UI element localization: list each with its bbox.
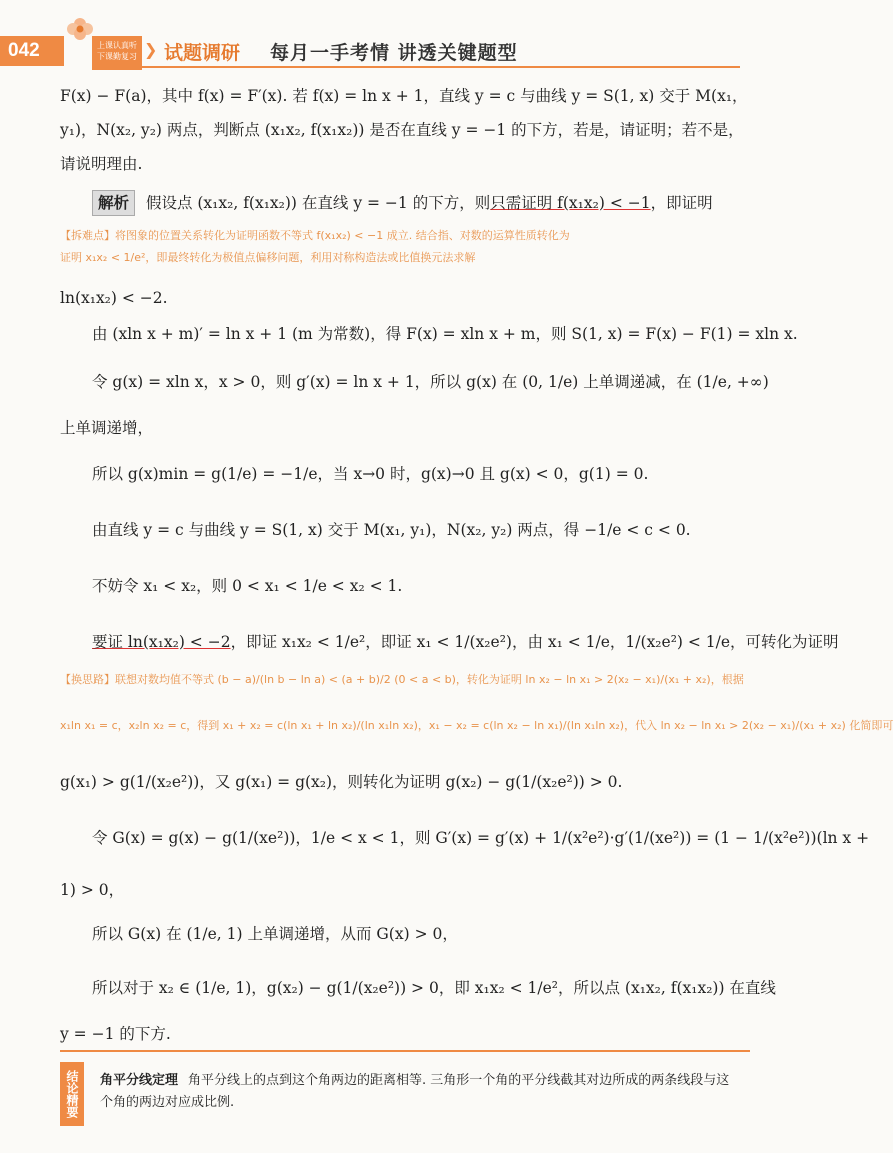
note-idea-2: x₁ln x₁ = c，x₂ln x₂ = c，得到 x₁ + x₂ = c(ln x₁ + ln x₂)/(ln x₁ln x₂)，x₁ − x₂ = c(ln x₂ − ln x₁)/(ln x₁ln x₂)，代入 ln x₂ − ln x₁ > 2(x₂ − x₁)/(x₁ + x₂) 化简即可: [60, 719, 893, 732]
note-difficulty-1: 【拆难点】将图象的位置关系转化为证明函数不等式 f(x₁x₂) < −1 成立. 结合指、对数的运算性质转化为: [60, 229, 570, 242]
footer-rule: [60, 1050, 750, 1052]
header-rule: [140, 66, 740, 68]
solution-line-9: 要证 ln(x₁x₂) < −2，即证 x₁x₂ < 1/e²，即证 x₁ < 1/(x₂e²)，由 x₁ < 1/e，1/(x₂e²) < 1/e，可转化为证明: [92, 633, 839, 651]
chevron-icon: ❯: [144, 40, 158, 59]
solution-intro: 解析 假设点 (x₁x₂, f(x₁x₂)) 在直线 y = −1 的下方，则只需证明 f(x₁x₂) < −1，即证明: [92, 190, 713, 216]
footer-tab: 结论精要: [60, 1062, 84, 1126]
solution-line-14: 所以对于 x₂ ∈ (1/e, 1)，g(x₂) − g(1/(x₂e²)) > 0，即 x₁x₂ < 1/e²，所以点 (x₁x₂, f(x₁x₂)) 在直线: [92, 979, 776, 997]
solution-line-12: 1) > 0，: [60, 881, 125, 899]
header-slogan: 每月一手考情 讲透关键题型: [270, 42, 518, 64]
solution-line-7: 由直线 y = c 与曲线 y = S(1, x) 交于 M(x₁, y₁)，N(x₂, y₂) 两点，得 −1/e < c < 0.: [92, 521, 691, 539]
page-header: [0, 0, 800, 70]
solution-line-8: 不妨令 x₁ < x₂，则 0 < x₁ < 1/e < x₂ < 1.: [92, 577, 403, 595]
problem-line-3: 请说明理由.: [60, 155, 143, 173]
tagline: 上课认真听 下课勤复习: [92, 36, 142, 70]
note-idea-1: 【换思路】联想对数均值不等式 (b − a)/(ln b − ln a) < (a + b)/2 (0 < a < b)，转化为证明 ln x₂ − ln x₁ > 2(x₂ − x₁)/(x₁ + x₂)，根据: [60, 673, 744, 686]
solution-line-4: 令 g(x) = xln x，x > 0，则 g′(x) = ln x + 1，所以 g(x) 在 (0, 1/e) 上单调递减，在 (1/e, +∞): [92, 373, 769, 391]
brand-title: 试题调研: [164, 42, 241, 64]
note-difficulty-2: 证明 x₁x₂ < 1/e²，即最终转化为极值点偏移问题，利用对称构造法或比值换元法求解: [60, 251, 476, 264]
footer-theorem: [100, 1070, 740, 1114]
solution-line-3: 由 (xln x + m)′ = ln x + 1 (m 为常数)，得 F(x) = xln x + m，则 S(1, x) = F(x) − F(1) = xln x.: [92, 325, 798, 343]
problem-line-1: F(x) − F(a)，其中 f(x) = F′(x). 若 f(x) = ln x + 1，直线 y = c 与曲线 y = S(1, x) 交于 M(x₁，: [60, 87, 748, 105]
page-number: 042: [0, 36, 64, 66]
solution-line-6: 所以 g(x)min = g(1/e) = −1/e，当 x→0 时，g(x)→0 且 g(x) < 0，g(1) = 0.: [92, 465, 649, 483]
solution-line-2: ln(x₁x₂) < −2.: [60, 289, 168, 307]
theorem-text: 角平分线上的点到这个角两边的距离相等. 三角形一个角的平分线截其对边所成的两条线段与这个角的两边对应成比例.: [100, 1073, 730, 1110]
problem-line-2: y₁)，N(x₂, y₂) 两点，判断点 (x₁x₂, f(x₁x₂)) 是否在直线 y = −1 的下方，若是，请证明；若不是，: [60, 121, 744, 139]
solution-line-15: y = −1 的下方.: [60, 1025, 171, 1043]
analysis-badge: 解析: [92, 190, 135, 216]
solution-line-5: 上单调递增，: [60, 419, 154, 437]
theorem-title: 角平分线定理: [100, 1073, 179, 1088]
solution-line-13: 所以 G(x) 在 (1/e, 1) 上单调递增，从而 G(x) > 0，: [92, 925, 458, 943]
solution-line-11: 令 G(x) = g(x) − g(1/(xe²))，1/e < x < 1，则 G′(x) = g′(x) + 1/(x²e²)·g′(1/(xe²)) = (1 − 1/(x²e²))(ln x +: [92, 829, 870, 847]
solution-line-10: g(x₁) > g(1/(x₂e²))，又 g(x₁) = g(x₂)，则转化为证明 g(x₂) − g(1/(x₂e²)) > 0.: [60, 773, 623, 791]
